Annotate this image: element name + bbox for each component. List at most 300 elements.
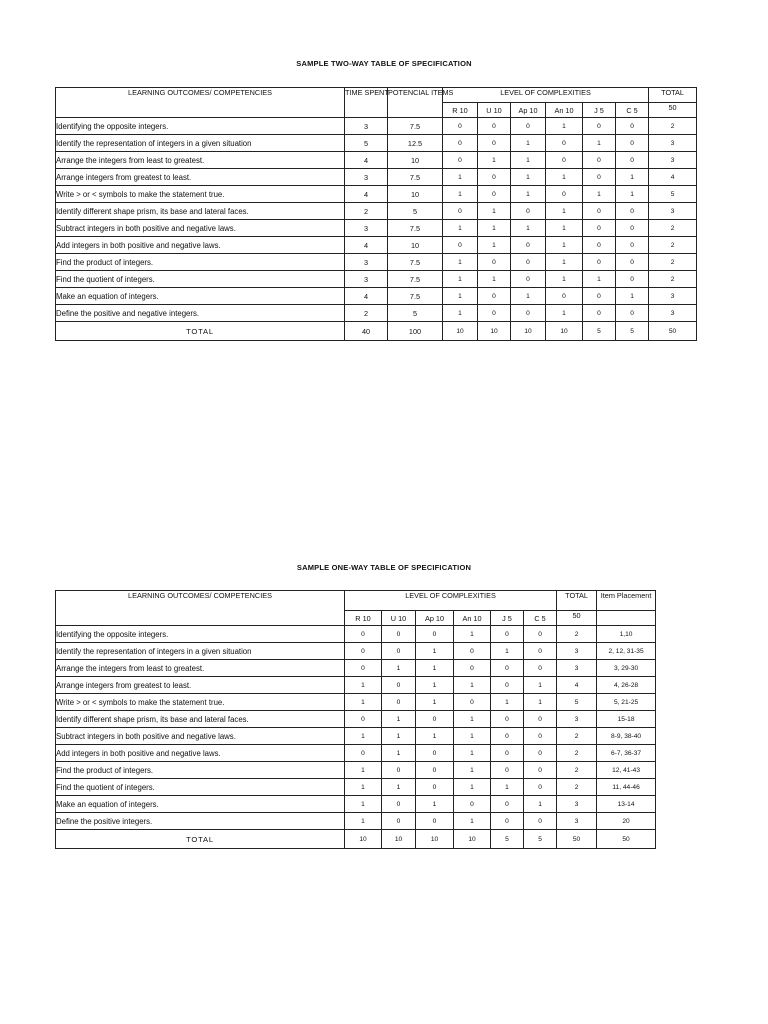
items-cell: 10 bbox=[388, 237, 443, 254]
outcome-cell: Identifying the opposite integers. bbox=[56, 118, 345, 135]
row-total-cell: 2 bbox=[649, 220, 697, 237]
table-row bbox=[56, 288, 697, 305]
header-total-value: 50 bbox=[649, 103, 697, 118]
table-row bbox=[56, 745, 656, 762]
row-total-cell: 2 bbox=[557, 779, 597, 796]
level-cell: 0 bbox=[345, 643, 382, 660]
level-cell: 0 bbox=[524, 643, 557, 660]
level-cell: 1 bbox=[382, 745, 416, 762]
total-level-cell: 10 bbox=[454, 830, 491, 849]
level-cell: 0 bbox=[345, 711, 382, 728]
row-total-cell: 2 bbox=[649, 271, 697, 288]
level-cell: 0 bbox=[616, 118, 649, 135]
item-placement-cell: 3, 29-30 bbox=[597, 660, 656, 677]
time-spent-cell: 3 bbox=[345, 254, 388, 271]
level-cell: 1 bbox=[478, 152, 511, 169]
table-row bbox=[56, 762, 656, 779]
item-placement-cell: 11, 44-46 bbox=[597, 779, 656, 796]
totals-label: TOTAL bbox=[56, 322, 345, 341]
level-cell: 0 bbox=[443, 237, 478, 254]
level-cell: 0 bbox=[524, 813, 557, 830]
header-item-placement: Item Placement bbox=[597, 591, 656, 611]
level-cell: 0 bbox=[478, 169, 511, 186]
items-cell: 5 bbox=[388, 203, 443, 220]
level-cell: 1 bbox=[524, 796, 557, 813]
outcome-cell: Define the positive and negative integers. bbox=[56, 305, 345, 322]
level-cell: 1 bbox=[478, 220, 511, 237]
outcome-cell: Arrange integers from greatest to least. bbox=[56, 677, 345, 694]
grand-total-cell: 50 bbox=[649, 322, 697, 341]
level-header: U 10 bbox=[478, 103, 511, 118]
level-cell: 0 bbox=[546, 135, 583, 152]
header-total-value: 50 bbox=[557, 611, 597, 626]
level-cell: 0 bbox=[491, 796, 524, 813]
level-cell: 1 bbox=[454, 745, 491, 762]
level-cell: 1 bbox=[382, 728, 416, 745]
level-cell: 0 bbox=[454, 643, 491, 660]
table-row bbox=[56, 677, 656, 694]
level-cell: 1 bbox=[454, 813, 491, 830]
total-items-cell: 100 bbox=[388, 322, 443, 341]
items-cell: 7.5 bbox=[388, 254, 443, 271]
level-header: U 10 bbox=[382, 611, 416, 626]
header-time-spent: TIME SPENT bbox=[345, 88, 388, 118]
outcome-cell: Subtract integers in both positive and negative laws. bbox=[56, 220, 345, 237]
level-cell: 0 bbox=[616, 254, 649, 271]
level-cell: 1 bbox=[443, 254, 478, 271]
level-cell: 0 bbox=[478, 118, 511, 135]
table-row bbox=[56, 694, 656, 711]
row-total-cell: 3 bbox=[557, 660, 597, 677]
level-cell: 1 bbox=[416, 796, 454, 813]
level-cell: 0 bbox=[583, 169, 616, 186]
level-cell: 1 bbox=[478, 271, 511, 288]
level-cell: 1 bbox=[583, 186, 616, 203]
level-cell: 0 bbox=[511, 237, 546, 254]
time-spent-cell: 3 bbox=[345, 169, 388, 186]
outcome-cell: Add integers in both positive and negative laws. bbox=[56, 745, 345, 762]
level-cell: 0 bbox=[616, 220, 649, 237]
level-cell: 1 bbox=[454, 762, 491, 779]
level-cell: 0 bbox=[454, 796, 491, 813]
level-cell: 0 bbox=[478, 288, 511, 305]
header-potencial-items: POTENCIAL ITEMS bbox=[388, 88, 443, 118]
level-cell: 0 bbox=[382, 643, 416, 660]
level-cell: 0 bbox=[416, 745, 454, 762]
level-cell: 0 bbox=[524, 745, 557, 762]
row-total-cell: 3 bbox=[557, 796, 597, 813]
table-row bbox=[56, 152, 697, 169]
total-level-cell: 10 bbox=[546, 322, 583, 341]
item-placement-cell: 12, 41-43 bbox=[597, 762, 656, 779]
level-cell: 1 bbox=[416, 643, 454, 660]
level-cell: 1 bbox=[616, 288, 649, 305]
table-row bbox=[56, 779, 656, 796]
level-cell: 1 bbox=[382, 711, 416, 728]
outcome-cell: Identifying the opposite integers. bbox=[56, 626, 345, 643]
two-way-table bbox=[55, 87, 697, 341]
level-cell: 1 bbox=[511, 169, 546, 186]
level-cell: 0 bbox=[491, 677, 524, 694]
outcome-cell: Arrange the integers from least to greatest. bbox=[56, 660, 345, 677]
level-cell: 0 bbox=[616, 305, 649, 322]
row-total-cell: 2 bbox=[557, 728, 597, 745]
level-cell: 0 bbox=[524, 779, 557, 796]
level-cell: 0 bbox=[546, 288, 583, 305]
outcome-cell: Find the product of integers. bbox=[56, 254, 345, 271]
level-cell: 0 bbox=[416, 779, 454, 796]
level-cell: 0 bbox=[382, 813, 416, 830]
outcome-cell: Find the product of integers. bbox=[56, 762, 345, 779]
time-spent-cell: 4 bbox=[345, 152, 388, 169]
level-cell: 0 bbox=[478, 305, 511, 322]
outcome-cell: Write > or < symbols to make the statement true. bbox=[56, 186, 345, 203]
level-cell: 1 bbox=[491, 694, 524, 711]
level-cell: 1 bbox=[443, 220, 478, 237]
total-level-cell: 10 bbox=[511, 322, 546, 341]
two-way-title: SAMPLE TWO-WAY TABLE OF SPECIFICATION bbox=[296, 59, 472, 68]
outcome-cell: Find the quotient of integers. bbox=[56, 271, 345, 288]
total-level-cell: 10 bbox=[345, 830, 382, 849]
table-row bbox=[56, 643, 656, 660]
level-cell: 1 bbox=[546, 305, 583, 322]
level-cell: 0 bbox=[443, 135, 478, 152]
level-cell: 0 bbox=[443, 118, 478, 135]
outcome-cell: Identify the representation of integers in a given situation bbox=[56, 643, 345, 660]
level-cell: 1 bbox=[546, 203, 583, 220]
level-cell: 1 bbox=[511, 152, 546, 169]
row-total-cell: 2 bbox=[649, 237, 697, 254]
items-cell: 7.5 bbox=[388, 220, 443, 237]
level-cell: 0 bbox=[616, 237, 649, 254]
level-cell: 1 bbox=[454, 626, 491, 643]
outcome-cell: Define the positive integers. bbox=[56, 813, 345, 830]
table-row bbox=[56, 711, 656, 728]
items-cell: 7.5 bbox=[388, 288, 443, 305]
total-level-cell: 10 bbox=[443, 322, 478, 341]
time-spent-cell: 4 bbox=[345, 237, 388, 254]
level-header: Ap 10 bbox=[416, 611, 454, 626]
level-cell: 1 bbox=[454, 728, 491, 745]
level-cell: 1 bbox=[345, 762, 382, 779]
level-cell: 0 bbox=[511, 305, 546, 322]
item-placement-cell: 20 bbox=[597, 813, 656, 830]
item-placement-cell: 15-18 bbox=[597, 711, 656, 728]
level-cell: 0 bbox=[546, 152, 583, 169]
level-cell: 0 bbox=[491, 762, 524, 779]
placement-total-cell: 50 bbox=[597, 830, 656, 849]
total-time-cell: 40 bbox=[345, 322, 388, 341]
outcome-cell: Add integers in both positive and negative laws. bbox=[56, 237, 345, 254]
row-total-cell: 2 bbox=[557, 626, 597, 643]
level-cell: 0 bbox=[546, 186, 583, 203]
level-cell: 1 bbox=[616, 169, 649, 186]
level-cell: 0 bbox=[616, 203, 649, 220]
row-total-cell: 3 bbox=[649, 305, 697, 322]
table-row bbox=[56, 135, 697, 152]
level-cell: 1 bbox=[454, 677, 491, 694]
level-cell: 1 bbox=[443, 169, 478, 186]
level-cell: 1 bbox=[511, 288, 546, 305]
items-cell: 10 bbox=[388, 152, 443, 169]
row-total-cell: 5 bbox=[557, 694, 597, 711]
total-level-cell: 10 bbox=[478, 322, 511, 341]
totals-row bbox=[56, 322, 697, 341]
row-total-cell: 3 bbox=[649, 152, 697, 169]
level-cell: 0 bbox=[416, 626, 454, 643]
time-spent-cell: 5 bbox=[345, 135, 388, 152]
level-cell: 0 bbox=[511, 118, 546, 135]
level-cell: 0 bbox=[511, 203, 546, 220]
level-cell: 0 bbox=[454, 660, 491, 677]
level-header: Ap 10 bbox=[511, 103, 546, 118]
level-cell: 0 bbox=[478, 254, 511, 271]
level-cell: 1 bbox=[511, 186, 546, 203]
level-cell: 0 bbox=[382, 762, 416, 779]
one-way-table bbox=[55, 590, 656, 849]
level-cell: 1 bbox=[345, 728, 382, 745]
level-cell: 1 bbox=[454, 779, 491, 796]
level-cell: 0 bbox=[524, 626, 557, 643]
table-row bbox=[56, 813, 656, 830]
outcome-cell: Identify the representation of integers in a given situation bbox=[56, 135, 345, 152]
level-cell: 1 bbox=[524, 694, 557, 711]
outcome-cell: Make an equation of integers. bbox=[56, 796, 345, 813]
level-cell: 0 bbox=[524, 728, 557, 745]
header-outcomes: LEARNING OUTCOMES/ COMPETENCIES bbox=[56, 591, 345, 626]
level-header: J 5 bbox=[491, 611, 524, 626]
level-cell: 1 bbox=[546, 169, 583, 186]
level-header: An 10 bbox=[454, 611, 491, 626]
totals-row bbox=[56, 830, 656, 849]
level-cell: 1 bbox=[416, 728, 454, 745]
row-total-cell: 2 bbox=[557, 762, 597, 779]
outcome-cell: Make an equation of integers. bbox=[56, 288, 345, 305]
time-spent-cell: 2 bbox=[345, 203, 388, 220]
table-row bbox=[56, 169, 697, 186]
table-row bbox=[56, 220, 697, 237]
level-cell: 0 bbox=[616, 152, 649, 169]
time-spent-cell: 3 bbox=[345, 220, 388, 237]
header-level-of-complexities: LEVEL OF COMPLEXITIES bbox=[345, 591, 557, 611]
outcome-cell: Arrange the integers from least to greatest. bbox=[56, 152, 345, 169]
row-total-cell: 2 bbox=[557, 745, 597, 762]
grand-total-cell: 50 bbox=[557, 830, 597, 849]
level-cell: 1 bbox=[583, 271, 616, 288]
level-cell: 1 bbox=[546, 220, 583, 237]
level-cell: 1 bbox=[345, 796, 382, 813]
level-cell: 1 bbox=[478, 237, 511, 254]
level-header: C 5 bbox=[616, 103, 649, 118]
level-cell: 1 bbox=[416, 694, 454, 711]
items-cell: 7.5 bbox=[388, 271, 443, 288]
level-cell: 0 bbox=[583, 288, 616, 305]
row-total-cell: 3 bbox=[557, 711, 597, 728]
header-outcomes: LEARNING OUTCOMES/ COMPETENCIES bbox=[56, 88, 345, 118]
item-placement-cell: 13-14 bbox=[597, 796, 656, 813]
outcome-cell: Identify different shape prism, its base and lateral faces. bbox=[56, 203, 345, 220]
total-level-cell: 5 bbox=[616, 322, 649, 341]
table-row bbox=[56, 237, 697, 254]
level-cell: 0 bbox=[583, 220, 616, 237]
level-cell: 1 bbox=[546, 271, 583, 288]
time-spent-cell: 2 bbox=[345, 305, 388, 322]
level-cell: 0 bbox=[616, 135, 649, 152]
table-row bbox=[56, 254, 697, 271]
time-spent-cell: 4 bbox=[345, 288, 388, 305]
level-cell: 1 bbox=[416, 677, 454, 694]
level-header: C 5 bbox=[524, 611, 557, 626]
row-total-cell: 3 bbox=[649, 135, 697, 152]
level-cell: 1 bbox=[345, 813, 382, 830]
level-cell: 0 bbox=[524, 711, 557, 728]
level-cell: 0 bbox=[511, 271, 546, 288]
header-total: TOTAL bbox=[649, 88, 697, 103]
outcome-cell: Write > or < symbols to make the statement true. bbox=[56, 694, 345, 711]
level-cell: 0 bbox=[345, 660, 382, 677]
table-row bbox=[56, 660, 656, 677]
table-row bbox=[56, 626, 656, 643]
total-level-cell: 5 bbox=[524, 830, 557, 849]
level-cell: 0 bbox=[454, 694, 491, 711]
level-cell: 0 bbox=[345, 745, 382, 762]
level-cell: 1 bbox=[491, 779, 524, 796]
item-placement-cell: 1,10 bbox=[597, 626, 656, 643]
items-cell: 7.5 bbox=[388, 169, 443, 186]
item-placement-cell: 8-9, 38-40 bbox=[597, 728, 656, 745]
level-cell: 1 bbox=[345, 694, 382, 711]
level-cell: 1 bbox=[524, 677, 557, 694]
level-cell: 1 bbox=[443, 186, 478, 203]
row-total-cell: 3 bbox=[557, 643, 597, 660]
level-cell: 0 bbox=[416, 762, 454, 779]
level-cell: 0 bbox=[345, 626, 382, 643]
level-cell: 1 bbox=[583, 135, 616, 152]
level-cell: 1 bbox=[382, 660, 416, 677]
item-placement-cell: 6-7, 36-37 bbox=[597, 745, 656, 762]
table-row bbox=[56, 271, 697, 288]
level-cell: 1 bbox=[491, 643, 524, 660]
outcome-cell: Subtract integers in both positive and negative laws. bbox=[56, 728, 345, 745]
one-way-title: SAMPLE ONE-WAY TABLE OF SPECIFICATION bbox=[296, 563, 472, 572]
level-cell: 1 bbox=[382, 779, 416, 796]
level-cell: 0 bbox=[491, 728, 524, 745]
item-placement-cell: 5, 21-25 bbox=[597, 694, 656, 711]
time-spent-cell: 3 bbox=[345, 271, 388, 288]
item-placement-cell: 4, 26-28 bbox=[597, 677, 656, 694]
table-row bbox=[56, 796, 656, 813]
level-cell: 0 bbox=[416, 813, 454, 830]
level-cell: 0 bbox=[491, 626, 524, 643]
total-level-cell: 5 bbox=[583, 322, 616, 341]
level-cell: 1 bbox=[546, 254, 583, 271]
level-cell: 0 bbox=[491, 660, 524, 677]
table-row bbox=[56, 118, 697, 135]
level-header: An 10 bbox=[546, 103, 583, 118]
level-cell: 1 bbox=[546, 237, 583, 254]
table-row bbox=[56, 305, 697, 322]
items-cell: 10 bbox=[388, 186, 443, 203]
level-cell: 1 bbox=[454, 711, 491, 728]
items-cell: 12.5 bbox=[388, 135, 443, 152]
row-total-cell: 3 bbox=[649, 203, 697, 220]
total-level-cell: 10 bbox=[416, 830, 454, 849]
row-total-cell: 4 bbox=[557, 677, 597, 694]
total-level-cell: 5 bbox=[491, 830, 524, 849]
level-header: J 5 bbox=[583, 103, 616, 118]
level-cell: 0 bbox=[443, 203, 478, 220]
level-cell: 1 bbox=[443, 271, 478, 288]
level-cell: 1 bbox=[511, 135, 546, 152]
level-cell: 0 bbox=[491, 813, 524, 830]
items-cell: 7.5 bbox=[388, 118, 443, 135]
level-cell: 0 bbox=[583, 305, 616, 322]
level-cell: 0 bbox=[583, 152, 616, 169]
level-cell: 0 bbox=[382, 626, 416, 643]
level-cell: 0 bbox=[382, 694, 416, 711]
row-total-cell: 2 bbox=[649, 118, 697, 135]
time-spent-cell: 4 bbox=[345, 186, 388, 203]
level-cell: 1 bbox=[616, 186, 649, 203]
level-cell: 0 bbox=[583, 118, 616, 135]
level-cell: 0 bbox=[478, 135, 511, 152]
level-cell: 0 bbox=[382, 796, 416, 813]
level-cell: 1 bbox=[478, 203, 511, 220]
table-row bbox=[56, 186, 697, 203]
row-total-cell: 4 bbox=[649, 169, 697, 186]
level-cell: 0 bbox=[583, 237, 616, 254]
outcome-cell: Find the quotient of integers. bbox=[56, 779, 345, 796]
row-total-cell: 5 bbox=[649, 186, 697, 203]
row-total-cell: 2 bbox=[649, 254, 697, 271]
level-cell: 1 bbox=[345, 779, 382, 796]
level-cell: 1 bbox=[416, 660, 454, 677]
outcome-cell: Arrange integers from greatest to least. bbox=[56, 169, 345, 186]
row-total-cell: 3 bbox=[649, 288, 697, 305]
total-level-cell: 10 bbox=[382, 830, 416, 849]
level-header: R 10 bbox=[443, 103, 478, 118]
level-cell: 0 bbox=[524, 660, 557, 677]
level-cell: 1 bbox=[345, 677, 382, 694]
level-cell: 0 bbox=[491, 711, 524, 728]
level-cell: 0 bbox=[616, 271, 649, 288]
level-header: R 10 bbox=[345, 611, 382, 626]
totals-label: TOTAL bbox=[56, 830, 345, 849]
level-cell: 0 bbox=[583, 254, 616, 271]
level-cell: 0 bbox=[583, 203, 616, 220]
items-cell: 5 bbox=[388, 305, 443, 322]
item-placement-cell: 2, 12, 31-35 bbox=[597, 643, 656, 660]
level-cell: 0 bbox=[443, 152, 478, 169]
level-cell: 1 bbox=[443, 305, 478, 322]
level-cell: 0 bbox=[382, 677, 416, 694]
header-level-of-complexities: LEVEL OF COMPLEXITIES bbox=[443, 88, 649, 103]
level-cell: 0 bbox=[416, 711, 454, 728]
level-cell: 0 bbox=[478, 186, 511, 203]
level-cell: 0 bbox=[511, 254, 546, 271]
header-total: TOTAL bbox=[557, 591, 597, 611]
level-cell: 0 bbox=[524, 762, 557, 779]
row-total-cell: 3 bbox=[557, 813, 597, 830]
level-cell: 1 bbox=[511, 220, 546, 237]
table-row bbox=[56, 203, 697, 220]
header-placement-blank bbox=[597, 611, 656, 626]
level-cell: 1 bbox=[546, 118, 583, 135]
time-spent-cell: 3 bbox=[345, 118, 388, 135]
level-cell: 0 bbox=[491, 745, 524, 762]
level-cell: 1 bbox=[443, 288, 478, 305]
table-row bbox=[56, 728, 656, 745]
